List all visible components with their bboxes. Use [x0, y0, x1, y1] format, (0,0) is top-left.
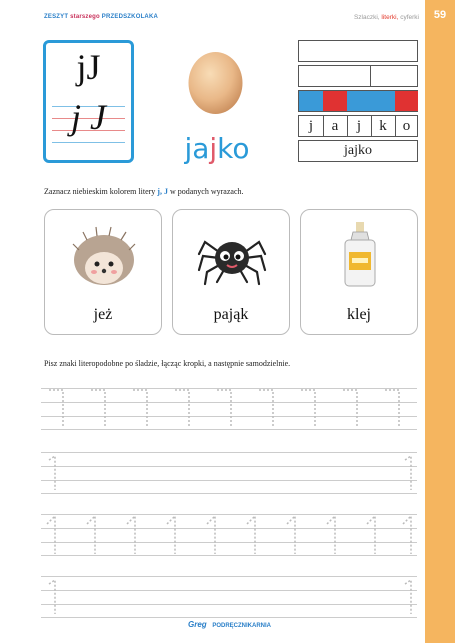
picture-card-spider[interactable] [172, 209, 290, 335]
topic-title-part2: literki, [381, 14, 399, 21]
topic-title-part3: cyferki [400, 14, 419, 21]
page-number: 59 [433, 9, 447, 21]
series-title-part3: PRZEDSZKOLAKA [101, 14, 159, 20]
series-title [44, 14, 158, 20]
task2-instruction: Pisz znaki literopodobne po śladzie, łącząc kropki, a następnie samodzielnie. [44, 359, 291, 368]
grid-letter: k [379, 118, 387, 134]
letter-card [43, 40, 134, 163]
task1-instruction [44, 187, 244, 196]
letter-print: jJ [76, 47, 101, 87]
word-script-part2: j [209, 132, 218, 165]
tracing-pattern-ones [41, 514, 417, 556]
tracing-pattern-lines [41, 452, 417, 494]
spider-icon [197, 220, 267, 290]
sound-segment [299, 91, 323, 111]
footer [188, 620, 271, 629]
sound-segment [395, 91, 418, 111]
picture-label: klej [347, 306, 371, 323]
picture-card-glue[interactable] [300, 209, 418, 335]
grid-letter: o [402, 118, 411, 134]
footer-brand: Greg [188, 620, 207, 629]
page-sidebar [425, 0, 455, 643]
topic-title-part1: Szlaczki, [353, 14, 380, 21]
tracing-pattern-steps [41, 576, 417, 618]
tracing-pattern-hooks [41, 388, 417, 430]
glue-bottle-icon [325, 220, 395, 290]
tracing-row[interactable] [41, 514, 417, 556]
word-script [172, 133, 262, 165]
writing-line [52, 142, 125, 143]
word-script-part3: ko [217, 132, 250, 165]
task1-text-after: w podanych wyrazach. [169, 187, 244, 196]
syllable-row [298, 40, 418, 62]
sound-segment [323, 91, 347, 111]
picture-label: pająk [213, 306, 249, 323]
grid-divider [370, 66, 371, 86]
grid-letter: j [308, 118, 314, 134]
tracing-row[interactable] [41, 452, 417, 494]
tracing-row[interactable] [41, 388, 417, 430]
picture-card-hedgehog[interactable] [44, 209, 162, 335]
footer-publisher: PODRĘCZNIKARNIA [212, 623, 272, 629]
syllable-row [298, 65, 418, 87]
word-script-part1: ja [184, 132, 210, 165]
series-title-part2: starszego [70, 14, 100, 20]
task1-letters: j, J [157, 187, 168, 196]
letter-script: j J [71, 97, 106, 137]
series-title-part1: ZESZYT [44, 14, 69, 20]
grid-word: jajko [298, 140, 418, 162]
task1-text-before: Zaznacz niebieskim kolorem litery [44, 187, 156, 196]
egg-icon [186, 47, 245, 115]
letter-row [298, 115, 418, 137]
picture-label: jeż [93, 306, 113, 323]
sound-segment [347, 91, 371, 111]
hedgehog-icon [69, 220, 139, 290]
grid-letter: j [356, 118, 362, 134]
sound-segment [371, 91, 395, 111]
topic-title [354, 14, 419, 21]
sound-color-row [298, 90, 418, 112]
grid-letter: a [331, 118, 339, 134]
tracing-row[interactable] [41, 576, 417, 618]
